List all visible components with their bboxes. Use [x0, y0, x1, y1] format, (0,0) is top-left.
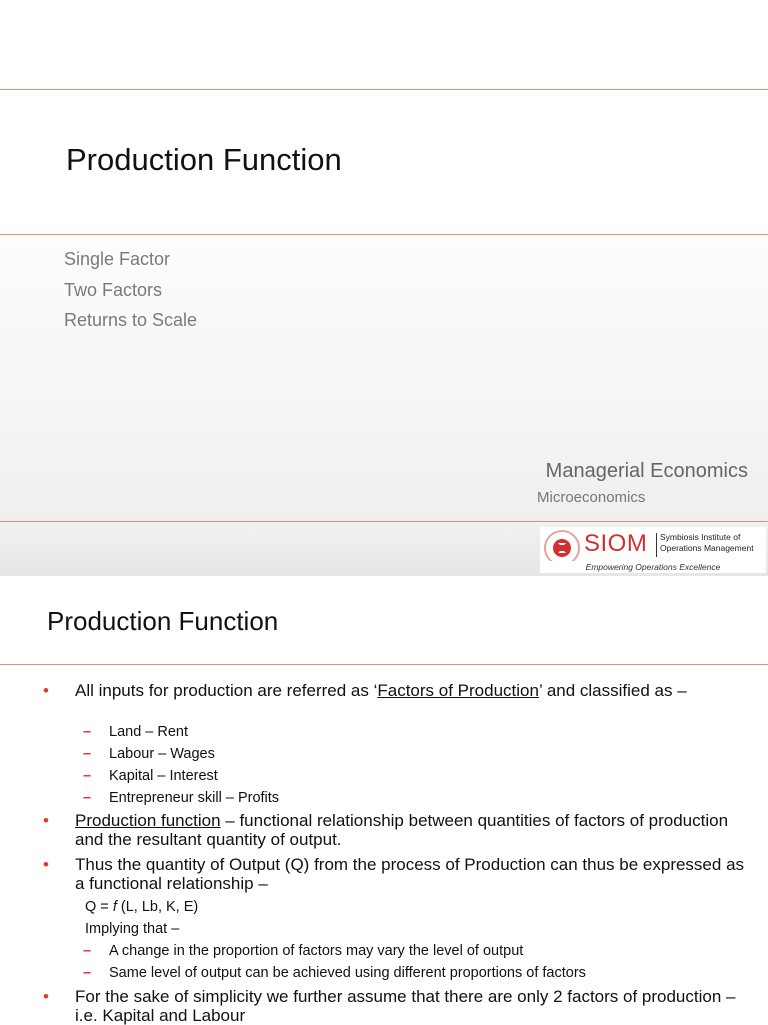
siom-logo: [540, 527, 766, 573]
bullet-text: All inputs for production are referred as ‘: [75, 681, 378, 700]
implication-item: – Same level of output can be achieved using different proportions of factors: [109, 964, 586, 982]
formula-text: Q =: [85, 899, 113, 915]
factor-item: – Kapital – Interest: [109, 767, 218, 785]
bullet-production-function: [75, 811, 755, 849]
factor-item: – Labour – Wages: [109, 745, 215, 763]
slide-title: Production Function: [47, 606, 279, 636]
topic-list: [64, 247, 197, 339]
slide-title: Production Function: [66, 142, 342, 177]
term-production-function: Production function: [75, 811, 221, 830]
factor-item: – Entrepreneur skill – Profits: [109, 789, 279, 807]
logo-institute-line: Symbiosis Institute of: [660, 532, 741, 542]
bullet-factors: [75, 681, 755, 700]
implication-item: – A change in the proportion of factors may vary the level of output: [109, 942, 523, 960]
content-slide: [0, 576, 768, 1024]
formula: [85, 898, 198, 916]
bullet-output: • Thus the quantity of Output (Q) from the process of Production can thus be expressed as a functional relationship –: [75, 855, 755, 893]
logo-institute-line: Operations Management: [660, 543, 754, 553]
course-subtitle: Microeconomics: [537, 489, 646, 506]
logo-divider: [656, 533, 657, 557]
bullet-text: – functional relationship between quantities of factors of production and the resultant quantity of output.: [75, 811, 729, 849]
topic-item: Returns to Scale: [64, 310, 198, 330]
title-rule: [0, 234, 768, 235]
course-name: Managerial Economics: [545, 460, 748, 482]
logo-institute: [660, 532, 754, 554]
footer-rule: [0, 521, 768, 522]
formula-args: (L, Lb, K, E): [116, 899, 199, 915]
factor-item: – Land – Rent: [109, 723, 188, 741]
implying-label: Implying that –: [85, 921, 180, 937]
term-factors-of-production: Factors of Production: [377, 681, 539, 700]
title-rule: [0, 664, 768, 665]
bullet-text: ’ and classified as –: [538, 681, 687, 700]
bullet-simplicity: • For the sake of simplicity we further assume that there are only 2 factors of production – i.e. Kapital and Labour: [75, 987, 755, 1025]
logo-tagline: Empowering Operations Excellence: [540, 561, 766, 573]
logo-wordmark: SIOM: [584, 530, 648, 557]
formula-function: f: [112, 899, 117, 915]
topic-item: Single Factor: [64, 249, 171, 269]
top-rule: [0, 89, 768, 90]
topic-item: Two Factors: [64, 279, 163, 300]
title-area: [0, 0, 768, 234]
